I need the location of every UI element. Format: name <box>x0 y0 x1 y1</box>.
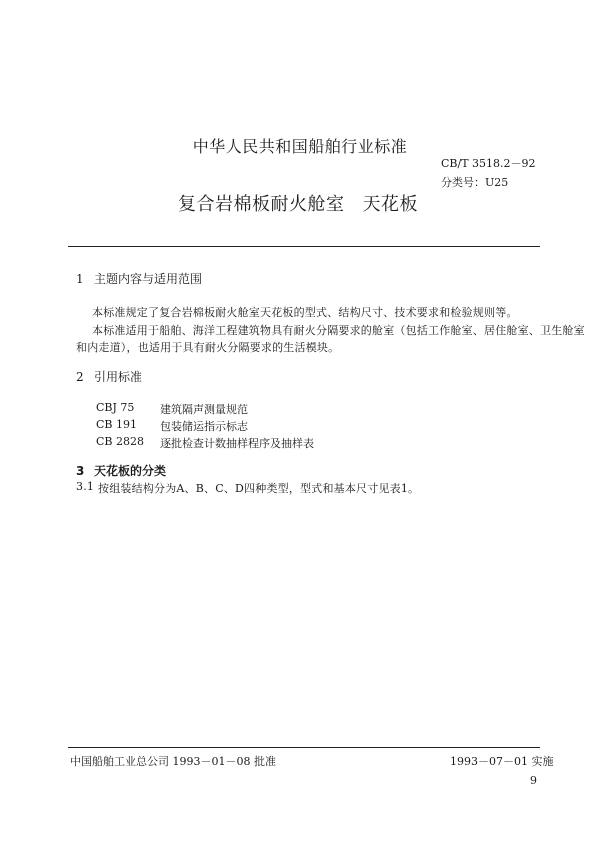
subject-part-1: 复合岩棉板耐火舱室 <box>178 194 345 215</box>
effective-date: 1993－07－01 实施 <box>450 755 554 768</box>
reference-code: CB 191 <box>96 418 137 431</box>
section-1-heading <box>76 270 202 287</box>
clause-number: 3.1 <box>76 480 95 493</box>
section-title: 主题内容与适用范围 <box>94 272 203 286</box>
reference-code: CB 2828 <box>96 435 144 448</box>
paragraph-continuation: 和内走道），也适用于具有耐火分隔要求的生活模块。 <box>76 341 340 354</box>
standard-code: CB/T 3518.2－92 <box>441 157 536 170</box>
section-number: 2 <box>76 370 84 384</box>
reference-code: CBJ 75 <box>96 401 135 414</box>
standard-title: 中华人民共和国船舶行业标准 <box>192 137 408 156</box>
paragraph: 本标准规定了复合岩棉板耐火舱室天花板的型式、结构尺寸、技术要求和检验规则等。 <box>92 306 518 319</box>
page-number: 9 <box>530 774 537 787</box>
reference-title: 逐批检查计数抽样程序及抽样表 <box>160 437 314 450</box>
section-3-heading <box>76 462 166 479</box>
standard-subject <box>178 190 418 216</box>
paragraph: 本标准适用于船舶、海洋工程建筑物具有耐火分隔要求的舱室（包括工作舱室、居住舱室、卫生舱室 <box>92 324 585 337</box>
section-number: 1 <box>76 272 84 286</box>
section-2-heading <box>76 368 142 385</box>
header-divider <box>68 246 540 247</box>
section-title: 引用标准 <box>94 370 143 384</box>
approval-line: 中国船舶工业总公司 1993－01－08 批准 <box>70 755 276 768</box>
section-number: 3 <box>76 464 85 478</box>
footer-divider <box>68 747 540 748</box>
classification-number: 分类号：U25 <box>441 176 509 189</box>
clause-text: 按组装结构分为A、B、C、D四种类型，型式和基本尺寸见表1。 <box>98 482 420 495</box>
reference-title: 包装储运指示标志 <box>160 420 248 433</box>
section-title: 天花板的分类 <box>94 464 167 478</box>
reference-title: 建筑隔声测量规范 <box>160 403 248 416</box>
subject-part-2: 天花板 <box>362 194 418 215</box>
